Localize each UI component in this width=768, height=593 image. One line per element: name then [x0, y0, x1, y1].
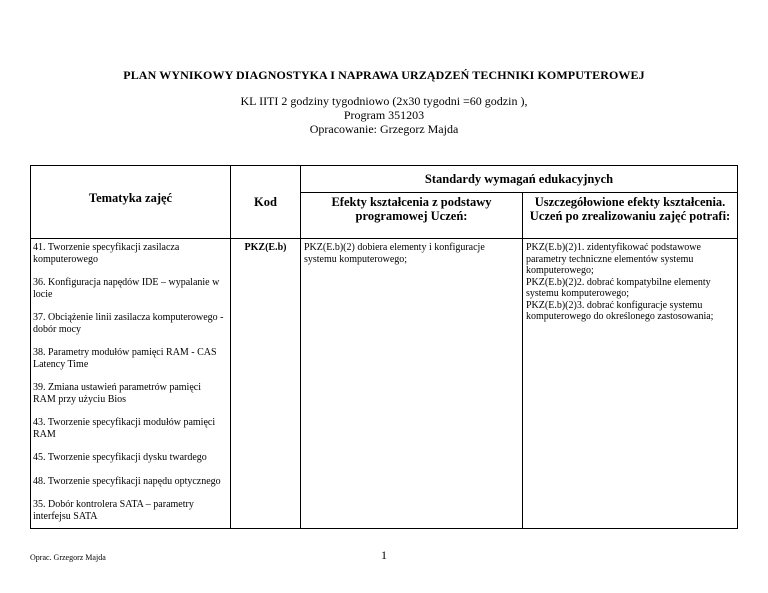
header-effects-detailed: Uszczegółowione efekty kształcenia. Uczeń po zrealizowaniu zajęć potrafi: — [523, 193, 738, 239]
plan-table — [30, 165, 738, 529]
effect-basic-cell: PKZ(E.b)(2) dobiera elementy i konfiguracje systemu komputerowego; — [301, 239, 523, 529]
header-code: Kod — [231, 166, 301, 239]
code-cell: PKZ(E.b) — [231, 239, 301, 529]
effects-detailed-cell — [523, 239, 738, 529]
subtitle-author: Opracowanie: Grzegorz Majda — [309, 122, 459, 136]
page-number: 1 — [381, 548, 387, 562]
topic-item: 35. Dobór kontrolera SATA – parametry interfejsu SATA — [33, 499, 194, 522]
document-title: PLAN WYNIKOWY DIAGNOSTYKA I NAPRAWA URZĄDZEŃ TECHNIKI KOMPUTEROWEJ — [123, 68, 645, 82]
footer-author: Oprac. Grzegorz Majda — [30, 553, 106, 562]
topic-item: 45. Tworzenie specyfikacji dysku twardego — [33, 452, 207, 463]
effect-detailed-item: PKZ(E.b)(2)3. dobrać konfiguracje systemu komputerowego do określonego zastosowania; — [526, 299, 714, 322]
effect-detailed-item: PKZ(E.b)(2)1. zidentyfikować podstawowe parametry techniczne elementów systemu komputerowego; — [526, 242, 701, 276]
effect-detailed-item: PKZ(E.b)(2)2. dobrać kompatybilne elementy systemu komputerowego; — [526, 276, 711, 299]
subtitle-program: Program 351203 — [343, 108, 425, 122]
topic-item: 36. Konfiguracja napędów IDE – wypalanie w locie — [33, 277, 220, 300]
topic-item: 48. Tworzenie specyfikacji napędu optycznego — [33, 475, 221, 487]
topic-item: 41. Tworzenie specyfikacji zasilacza komputerowego — [33, 242, 180, 265]
header-topics: Tematyka zajęć — [31, 166, 231, 239]
header-effects-basic: Efekty kształcenia z podstawy programowej Uczeń: — [301, 193, 523, 239]
topic-item: 38. Parametry modułów pamięci RAM - CAS Latency Time — [33, 347, 217, 370]
topic-item: 37. Obciążenie linii zasilacza komputerowego - dobór mocy — [33, 312, 224, 335]
topic-item: 39. Zmiana ustawień parametrów pamięci RAM przy użyciu Bios — [33, 382, 201, 405]
header-standards: Standardy wymagań edukacyjnych — [301, 166, 738, 193]
topics-cell — [31, 239, 231, 529]
topic-item: 43. Tworzenie specyfikacji modułów pamięci RAM — [33, 417, 216, 440]
subtitle-hours: KL IITI 2 godziny tygodniowo (2x30 tygodni =60 godzin ), — [240, 94, 528, 108]
